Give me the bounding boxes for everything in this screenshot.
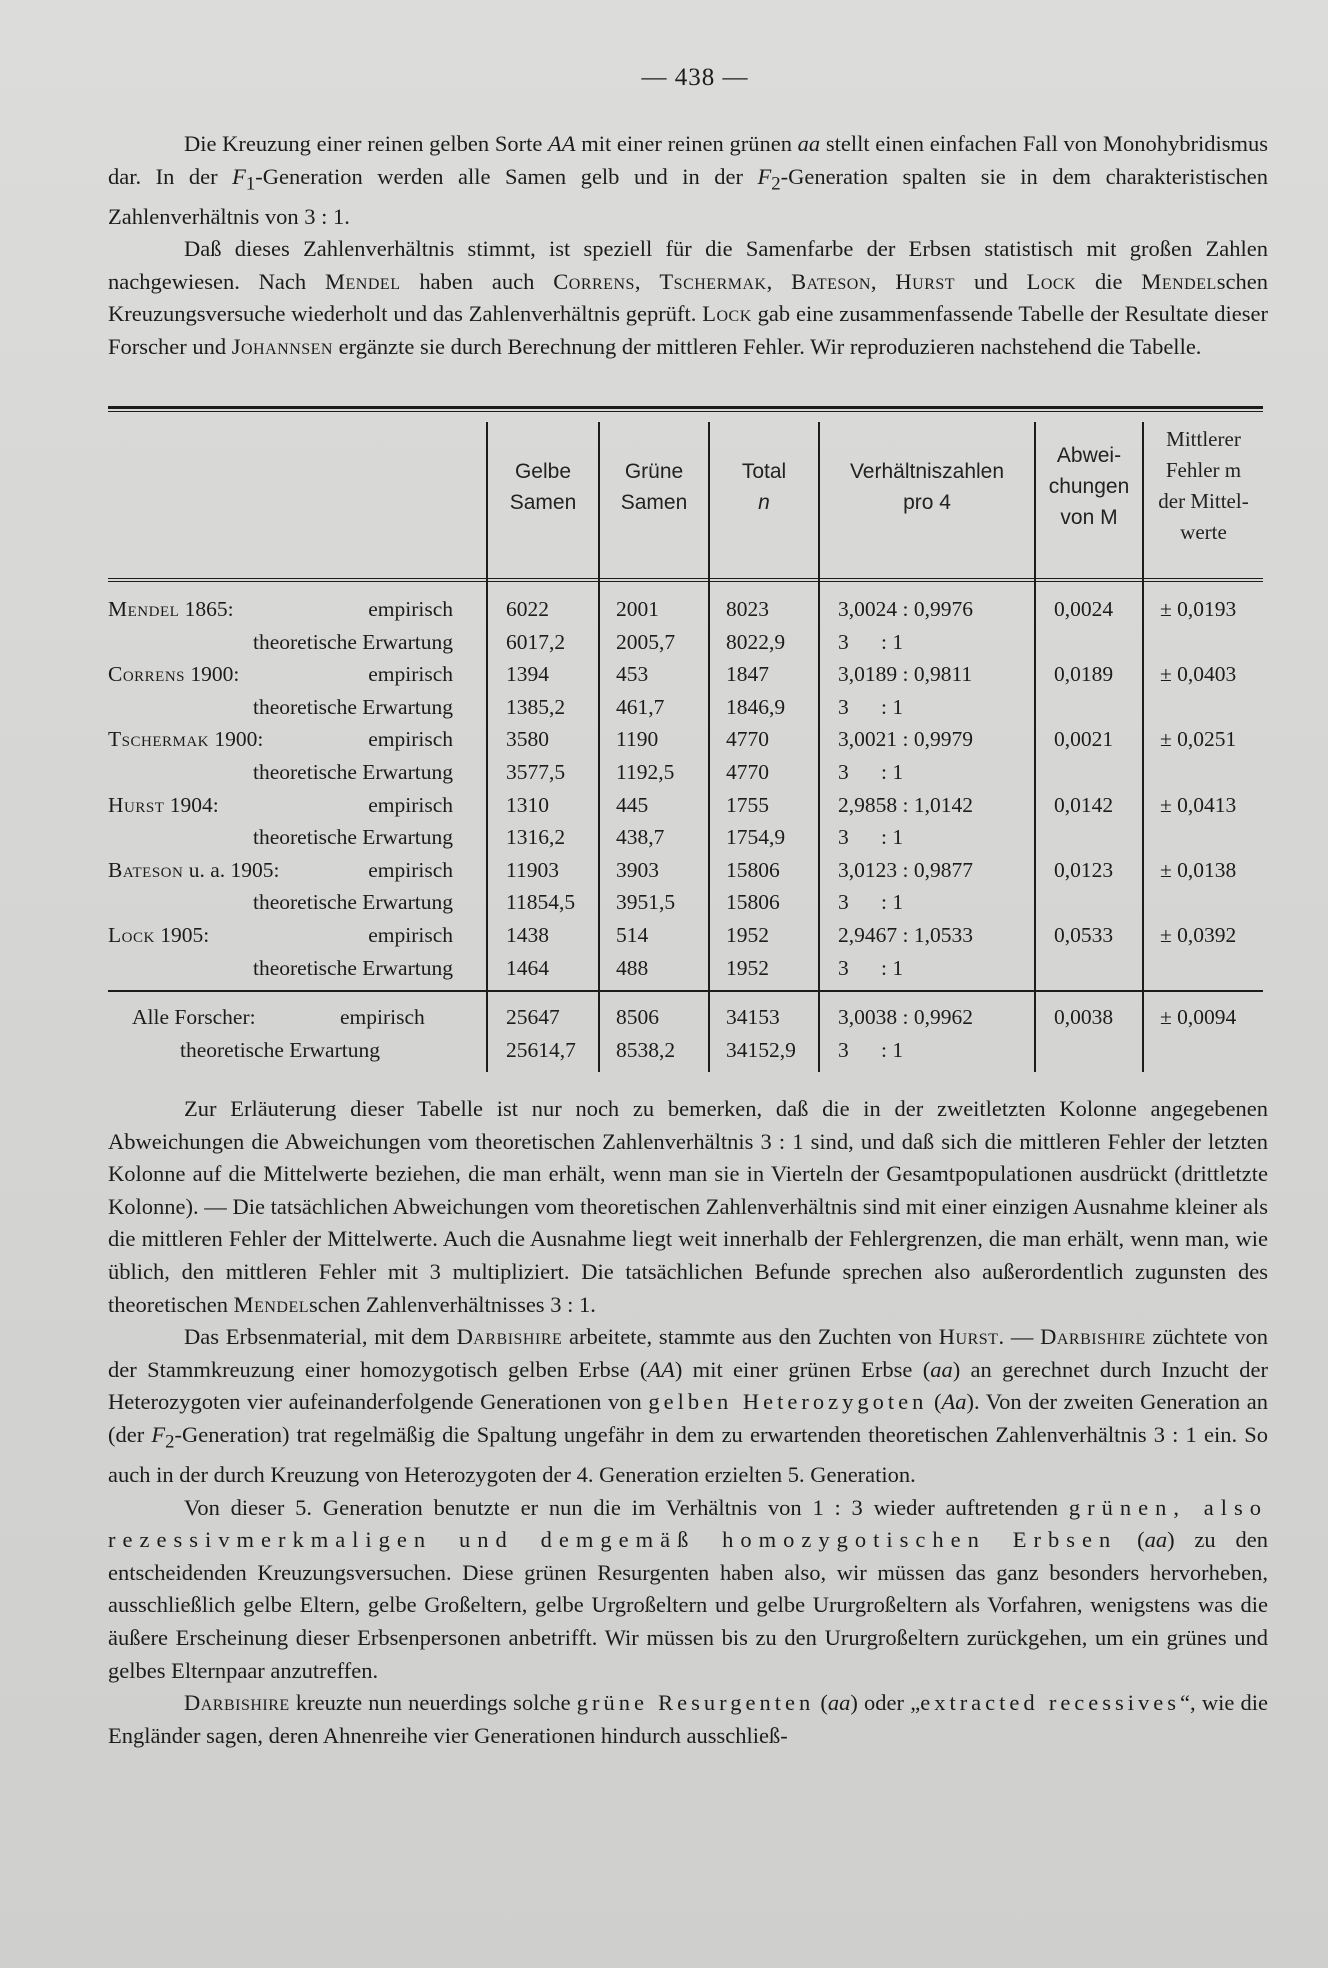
cell-kind: theoretische Erwartung (253, 760, 453, 784)
cell-mittlerer-fehler: ± 0,0094 (1160, 1005, 1237, 1029)
cell-kind: theoretische Erwartung (253, 629, 453, 654)
cell-gelbe-samen: 1310 (506, 792, 549, 817)
column-divider (818, 422, 820, 1072)
cell-total: 1755 (726, 792, 769, 817)
cell-gelbe-samen: 1316,2 (506, 825, 566, 850)
cell-verhaeltnis: 3 : 1 (838, 890, 904, 915)
cell-total: 1952 (726, 955, 769, 980)
cell-total: 1952 (726, 923, 769, 947)
cell-total: 1847 (726, 662, 769, 687)
cell-abweichung: 0,0189 (1054, 662, 1114, 687)
cell-gruene-samen: 514 (616, 923, 649, 947)
cell-verhaeltnis: 3 : 1 (838, 760, 904, 784)
results-table (108, 406, 1263, 1072)
cell-gelbe-samen: 6017,2 (506, 629, 566, 654)
researcher-year: 1904: (164, 792, 219, 817)
cell-gruene-samen: 1192,5 (616, 760, 675, 784)
header-mittlerer-fehler: Mittlerer Fehler m der Mittel- werte (1158, 427, 1249, 544)
intro-text (108, 128, 1268, 364)
cell-kind: empirisch (368, 923, 453, 947)
cell-abweichung: 0,0142 (1054, 792, 1114, 817)
researcher-year: u. a. 1905: (183, 857, 280, 882)
cell-total: 15806 (726, 890, 780, 915)
cell-gruene-samen: 453 (616, 662, 649, 687)
cell-abweichung: 0,0038 (1054, 1005, 1114, 1029)
cell-gruene-samen: 3951,5 (616, 890, 676, 915)
researcher-name: Hurst (108, 792, 165, 817)
cell-mittlerer-fehler: ± 0,0193 (1160, 597, 1237, 621)
cell-gruene-samen: 461,7 (616, 694, 665, 719)
cell-abweichung: 0,0533 (1054, 923, 1114, 947)
cell-researcher (108, 596, 234, 622)
cell-verhaeltnis: 3 : 1 (838, 1037, 904, 1062)
researcher-year: 1905: (154, 923, 210, 947)
column-divider (486, 422, 488, 1072)
cell-total: 4770 (726, 760, 769, 784)
cell-verhaeltnis: 3,0123 : 0,9877 (838, 857, 973, 882)
header-abweichungen: Abwei- chungen von M (1048, 444, 1130, 529)
cell-gelbe-samen: 3577,5 (506, 760, 566, 784)
header-total: Total n (741, 460, 787, 514)
cell-total-label: Alle Forscher: (132, 1005, 256, 1029)
cell-kind: empirisch (368, 792, 453, 817)
cell-gelbe-samen: 1438 (506, 923, 549, 947)
cell-gelbe-samen: 1464 (506, 955, 549, 980)
researcher-year: 1865: (179, 597, 234, 621)
body-paragraph-explanation: Zur Erläuterung dieser Tabelle ist nur noch zu bemerken, daß die in der zweitletzten Kolonne angegebenen Abweichungen die Abweichungen vom theoretischen Zahlenverhältnis 3 : 1 sind, und daß sich die mittleren Fehler der letzten Kolonne auf die Mittelwerte beziehen, die man erhält, wenn man sie in Vierteln der Gesamtpopulationen ausdrückt (drittletzte Kolonne). — Die tatsächlichen Abweichungen vom theoretischen Zahlenverhältnis sind mit einer einzigen Ausnahme kleiner als die mittleren Fehler der Mittelwerte. Auch die Ausnahme liegt weit innerhalb der Fehlergrenzen, die man erhält, wenn man, wie üblich, den mittleren Fehler mit 3 multipliziert. Die tatsächlichen Befunde sprechen also außerordentlich zugunsten des theoretischen Mendelschen Zahlenverhältnisses 3 : 1. (108, 1096, 1268, 1317)
cell-gruene-samen: 8506 (616, 1005, 659, 1029)
cell-gruene-samen: 1190 (616, 727, 659, 752)
cell-total: 34153 (726, 1005, 780, 1029)
cell-gelbe-samen: 11854,5 (506, 890, 576, 915)
cell-verhaeltnis: 3,0024 : 0,9976 (838, 597, 973, 621)
cell-abweichung: 0,0123 (1054, 857, 1114, 882)
cell-kind: empirisch (368, 662, 453, 687)
researcher-name: Bateson (108, 857, 184, 882)
cell-verhaeltnis: 3,0021 : 0,9979 (838, 727, 973, 752)
header-gruene-samen: Grüne Samen (620, 460, 688, 514)
cell-researcher (108, 922, 209, 948)
cell-gelbe-samen: 1394 (506, 662, 549, 687)
cell-total: 4770 (726, 727, 769, 752)
cell-gelbe-samen: 25614,7 (506, 1037, 576, 1062)
header-gelbe-samen: Gelbe Samen (509, 460, 577, 514)
researcher-year: 1900: (185, 662, 240, 687)
cell-verhaeltnis: 3 : 1 (838, 694, 904, 719)
cell-gelbe-samen: 11903 (506, 857, 559, 882)
cell-total: 1754,9 (726, 825, 786, 850)
cell-kind: empirisch (368, 597, 453, 621)
table-top-rule-thin (108, 411, 1263, 412)
body-paragraph-crossing: Darbishire kreuzte nun neuerdings solche grüne Resurgenten (aa) oder „extracted recessives“, wie die Engländer sagen, deren Ahnenreihe vier Generationen hindurch ausschließ- (108, 1690, 1268, 1748)
cell-gruene-samen: 3903 (616, 857, 659, 882)
cell-mittlerer-fehler: ± 0,0403 (1160, 662, 1237, 687)
cell-verhaeltnis: 3 : 1 (838, 955, 904, 980)
cell-verhaeltnis: 2,9858 : 1,0142 (838, 792, 973, 817)
researcher-year: 1900: (208, 727, 264, 752)
intro-paragraph-1: Die Kreuzung einer reinen gelben Sorte AA mit einer reinen grünen aa stellt einen einfachen Fall von Monohybridismus dar. In der $F_1$-Generation werden alle Samen gelb und in der $F_2$-Generation spalten sie in dem charakteristischen Zahlenverhältnis von 3 : 1. (108, 131, 1268, 229)
cell-kind: theoretische Erwartung (180, 1037, 380, 1062)
cell-kind: theoretische Erwartung (253, 825, 453, 850)
cell-gruene-samen: 8538,2 (616, 1037, 676, 1062)
cell-total: 8022,9 (726, 629, 786, 654)
cell-verhaeltnis: 3 : 1 (838, 629, 904, 654)
cell-gruene-samen: 445 (616, 792, 649, 817)
cell-kind: empirisch (368, 727, 453, 752)
researcher-name: Mendel (108, 597, 180, 621)
body-text (108, 1093, 1268, 1752)
cell-total: 1846,9 (726, 694, 786, 719)
cell-total: 15806 (726, 857, 780, 882)
cell-gelbe-samen: 1385,2 (506, 694, 566, 719)
cell-gelbe-samen: 6022 (506, 597, 549, 621)
cell-researcher (108, 792, 219, 818)
researcher-name: Correns (108, 662, 186, 687)
researcher-name: Lock (108, 923, 155, 947)
cell-kind: theoretische Erwartung (253, 890, 453, 915)
cell-gelbe-samen: 3580 (506, 727, 549, 752)
table-header-rule (108, 578, 1263, 579)
cell-verhaeltnis: 2,9467 : 1,0533 (838, 923, 973, 947)
table-header-rule-2 (108, 581, 1263, 582)
cell-mittlerer-fehler: ± 0,0392 (1160, 923, 1237, 947)
cell-gruene-samen: 2001 (616, 597, 659, 621)
cell-researcher (108, 661, 239, 687)
column-divider (708, 422, 710, 1072)
cell-kind: theoretische Erwartung (253, 955, 453, 980)
cell-gelbe-samen: 25647 (506, 1005, 560, 1029)
cell-mittlerer-fehler: ± 0,0413 (1160, 792, 1237, 817)
cell-total: 8023 (726, 597, 769, 621)
cell-gruene-samen: 438,7 (616, 825, 665, 850)
cell-verhaeltnis: 3,0038 : 0,9962 (838, 1005, 973, 1029)
cell-mittlerer-fehler: ± 0,0251 (1160, 727, 1237, 752)
cell-total: 34152,9 (726, 1037, 796, 1062)
cell-kind: empirisch (340, 1005, 425, 1029)
body-paragraph-resurgents: Von dieser 5. Generation benutzte er nun die im Verhältnis von 1 : 3 wieder auftretenden grünen, also rezessivmerkmaligen und demgemäß homozygotischen Erbsen (aa) zu den entscheidenden Kreuzungsversuchen. Diese grünen Resurgenten haben also, wir müssen das ganz besonders hervorheben, ausschließlich gelbe Eltern, gelbe Großeltern, gelbe Urgroßeltern und gelbe Ururgroßeltern als Vorfahren, wenigstens was die äußere Erscheinung dieser Erbsenpersonen anbetrifft. Wir müssen bis zu den Ururgroßeltern zurückgehen, um ein grünes und gelbes Elternpaar anzutreffen. (108, 1494, 1268, 1683)
cell-gruene-samen: 2005,7 (616, 629, 676, 654)
cell-verhaeltnis: 3 : 1 (838, 825, 904, 850)
intro-paragraph-2: Daß dieses Zahlenverhältnis stimmt, ist speziell für die Samenfarbe der Erbsen statistisch mit großen Zahlen nachgewiesen. Nach Mendel haben auch Correns, Tschermak, Bateson, Hurst und Lock die Mendelschen Kreuzungsversuche wiederholt und das Zahlenverhältnis geprüft. Lock gab eine zusammenfassende Tabelle der Resultate dieser Forscher und Johannsen ergänzte sie durch Berechnung der mittleren Fehler. Wir reproduzieren nachstehend die Tabelle. (108, 236, 1269, 360)
cell-gruene-samen: 488 (616, 955, 649, 980)
page-number: — 438 — (641, 64, 749, 91)
cell-abweichung: 0,0021 (1054, 727, 1114, 752)
table-top-rule (108, 406, 1263, 409)
column-divider (598, 422, 600, 1072)
body-paragraph-material: Das Erbsenmaterial, mit dem Darbishire arbeitete, stammte aus den Zuchten von Hurst. — Darbishire züchtete von der Stammkreuzung einer homozygotisch gelben Erbse (AA) mit einer grünen Erbse (aa) an gerechnet durch Inzucht der Heterozygoten vier aufeinanderfolgende Generationen von gelben Heterozygoten (Aa). Von der zweiten Generation an (der $F_2-Generation$) trat regelmäßig die Spaltung ungefähr in dem zu erwartenden theoretischen Zahlenverhältnis 3 : 1 ein. So auch in der durch Kreuzung von Heterozygoten der 4. Generation erzielten 5. Generation. (108, 1324, 1269, 1488)
table-total-rule (108, 990, 1263, 992)
cell-verhaeltnis: 3,0189 : 0,9811 (838, 662, 973, 687)
researcher-name: Tschermak (108, 727, 209, 752)
cell-mittlerer-fehler: ± 0,0138 (1160, 857, 1237, 882)
cell-kind: theoretische Erwartung (253, 694, 453, 719)
header-verhaeltniszahlen: Verhältniszahlen pro 4 (849, 460, 1005, 514)
cell-abweichung: 0,0024 (1054, 597, 1114, 621)
cell-kind: empirisch (368, 857, 453, 882)
